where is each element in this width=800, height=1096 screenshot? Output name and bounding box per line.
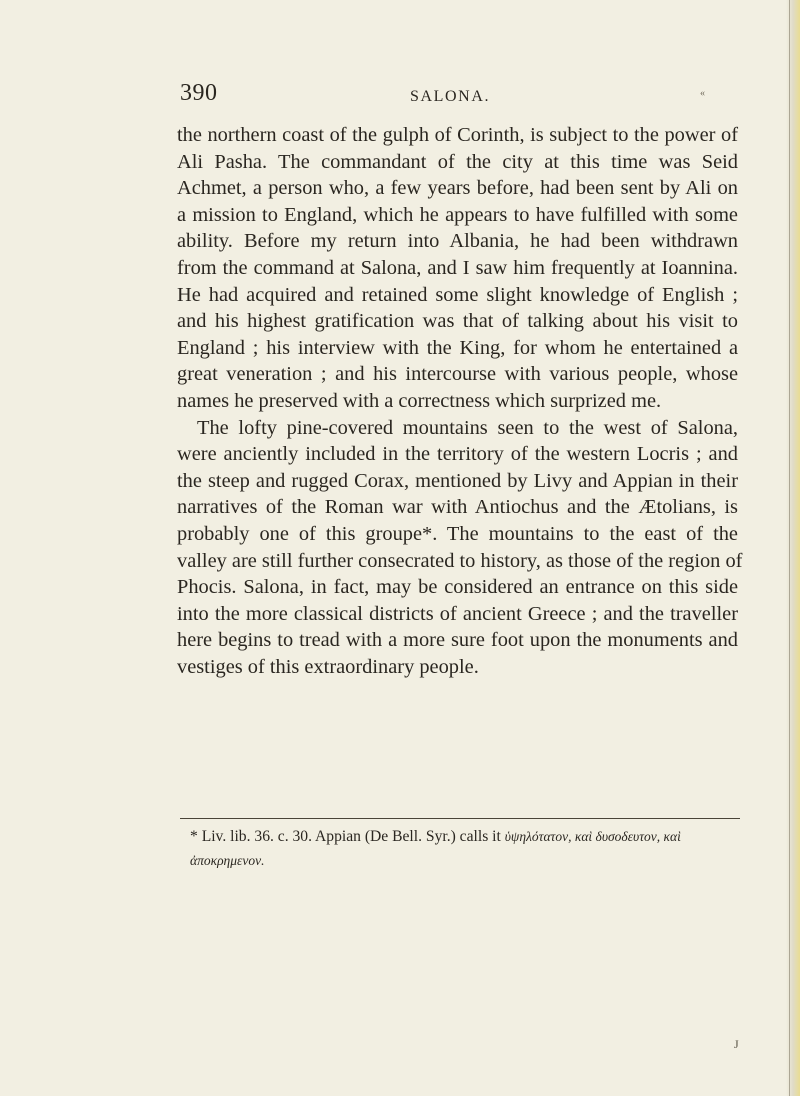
text-line: a mission to England, which he appears to have fulfilled with some	[177, 203, 738, 226]
text-line: Ali Pasha. The commandant of the city at this time was Seid	[177, 150, 738, 173]
text-line: probably one of this groupe*. The mountains to the east of the	[177, 522, 738, 545]
text-line: narratives of the Roman war with Antiochus and the Ætolians, is	[177, 496, 738, 519]
text-line: names he preserved with a correctness which surprized me.	[177, 389, 662, 412]
text-line: valley are still further consecrated to history, as those of the region of	[177, 549, 743, 572]
footnote-rule	[180, 818, 740, 819]
footnote-greek-2: ἀποκρημενον.	[190, 853, 265, 868]
text-line: the northern coast of the gulph of Corinth, is subject to the power of	[177, 124, 738, 146]
footnote-greek-1: ὑψηλότατον, καὶ δυσοδευτον, καὶ	[504, 829, 681, 844]
page-number: 390	[180, 80, 218, 106]
text-line: He had acquired and retained some slight knowledge of English ;	[177, 283, 738, 306]
text-line: vestiges of this extraordinary people.	[177, 655, 479, 678]
text-line: from the command at Salona, and I saw him frequently at Ioannina.	[177, 256, 738, 279]
text-line: and his highest gratification was that of talking about his visit to	[177, 310, 738, 333]
page-edge-line	[789, 0, 790, 1096]
footnote	[190, 825, 740, 873]
footnote-text: * Liv. lib. 36. c. 30. Appian (De Bell. Syr.) calls it	[190, 828, 501, 845]
running-title: SALONA.	[410, 88, 491, 105]
text-line: into the more classical districts of ancient Greece ; and the traveller	[177, 602, 738, 625]
signature-mark: J	[734, 1037, 739, 1051]
ink-speck: «	[700, 88, 705, 99]
text-line: the steep and rugged Corax, mentioned by Livy and Appian in their	[177, 469, 738, 492]
text-line: were anciently included in the territory of the western Locris ; and	[177, 443, 738, 466]
text-line: Phocis. Salona, in fact, may be considered an entrance on this side	[177, 576, 738, 599]
text-line: here begins to tread with a more sure foot upon the monuments and	[177, 629, 738, 652]
text-line: great veneration ; and his intercourse with various people, whose	[177, 363, 738, 386]
text-line: Achmet, a person who, a few years before, had been sent by Ali on	[177, 177, 738, 200]
text-line: The lofty pine-covered mountains seen to the west of Salona,	[197, 416, 738, 439]
text-line: England ; his interview with the King, for whom he entertained a	[177, 336, 738, 359]
main-text	[177, 122, 743, 680]
text-line: ability. Before my return into Albania, he had been withdrawn	[177, 230, 738, 253]
